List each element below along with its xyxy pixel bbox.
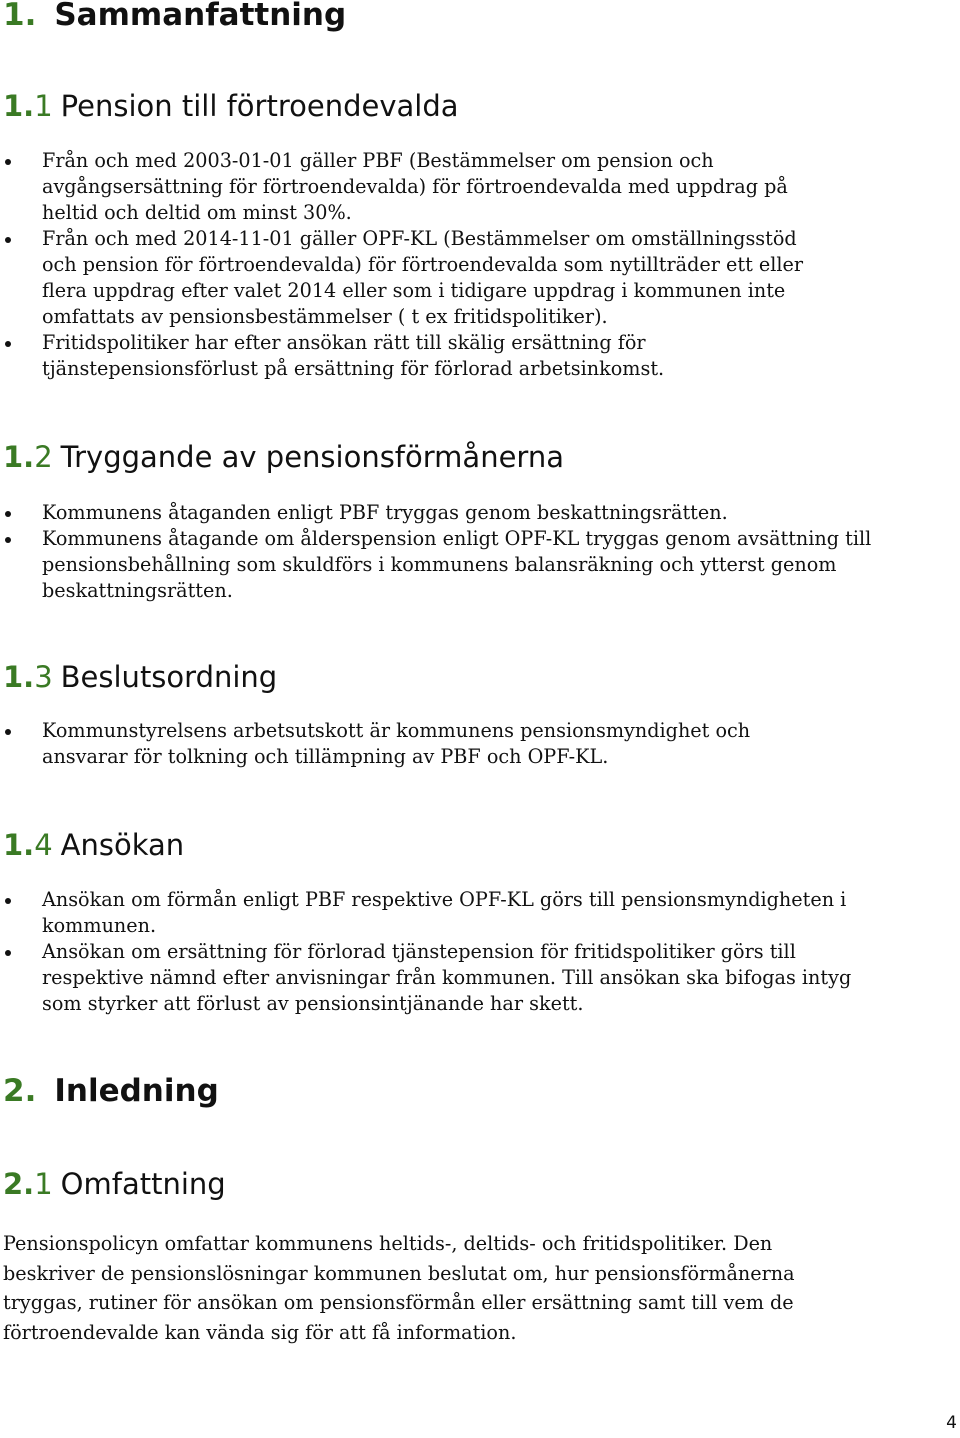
list-item: Fritidspolitiker har efter ansökan rätt till skälig ersättning för tjänstepensionsförlust på ersättning för förlorad arbetsinkomst. bbox=[0, 330, 830, 382]
list-item: Kommunens åtagande om ålderspension enligt OPF-KL tryggas genom avsättning till pensionsbehållning som skuldförs i kommunens balansräkning och ytterst genom beskattningsrätten. bbox=[0, 526, 880, 604]
bullet-list-1-3 bbox=[0, 718, 800, 770]
bullet-icon bbox=[5, 950, 11, 956]
subsection-title: Ansökan bbox=[60, 828, 185, 862]
section-number: 2. bbox=[3, 1073, 37, 1109]
subsection-heading-1-2: 1.2 Tryggande av pensionsförmånerna bbox=[3, 440, 564, 474]
subsection-heading-1-4: 1.4 Ansökan bbox=[3, 828, 185, 862]
section-heading-2 bbox=[3, 1073, 219, 1109]
section-title: Sammanfattning bbox=[54, 0, 347, 33]
bullet-icon bbox=[5, 341, 11, 347]
bullet-list-1-2 bbox=[0, 500, 880, 604]
subsection-title: Pension till förtroendevalda bbox=[60, 89, 459, 123]
subsection-heading-2-1: 2.1 Omfattning bbox=[3, 1167, 226, 1201]
list-item: Kommunens åtaganden enligt PBF tryggas genom beskattningsrätten. bbox=[0, 500, 880, 526]
subsection-title: Omfattning bbox=[60, 1167, 226, 1201]
list-item: Från och med 2003-01-01 gäller PBF (Bestämmelser om pension och avgångsersättning för förtroendevalda) för förtroendevalda med uppdrag på heltid och deltid om minst 30%. bbox=[0, 148, 830, 226]
section-title: Inledning bbox=[54, 1073, 219, 1109]
page-number: 4 bbox=[946, 1413, 957, 1433]
list-item: Ansökan om förmån enligt PBF respektive OPF-KL görs till pensionsmyndigheten i kommunen. bbox=[0, 887, 875, 939]
subsection-heading-1-1 bbox=[3, 88, 459, 124]
bullet-icon bbox=[5, 237, 11, 243]
list-item: Kommunstyrelsens arbetsutskott är kommunens pensionsmyndighet och ansvarar för tolkning och tillämpning av PBF och OPF-KL. bbox=[0, 718, 800, 770]
subsection-number-minor: 1 bbox=[34, 89, 53, 123]
subsection-heading-1-3: 1.3 Beslutsordning bbox=[3, 660, 278, 694]
subsection-number-major: 1. bbox=[3, 89, 35, 123]
bullet-icon bbox=[5, 511, 11, 517]
list-item: Från och med 2014-11-01 gäller OPF-KL (Bestämmelser om omställningsstöd och pension för förtroendevalda) för förtroendevalda som nytillträder ett eller flera uppdrag efter valet 2014 eller som i tidigare uppdrag i kommunen inte omfattats av pensionsbestämmelser ( t ex fritidspolitiker). bbox=[0, 226, 830, 330]
bullet-icon bbox=[5, 537, 11, 543]
bullet-list-1-1 bbox=[0, 148, 830, 382]
bullet-icon bbox=[5, 159, 11, 165]
bullet-icon bbox=[5, 898, 11, 904]
list-item: Ansökan om ersättning för förlorad tjänstepension för fritidspolitiker görs till respektive nämnd efter anvisningar från kommunen. Till ansökan ska bifogas intyg som styrker att förlust av pensionsintjänande har skett. bbox=[0, 939, 875, 1017]
subsection-title: Beslutsordning bbox=[60, 660, 278, 694]
body-paragraph: Pensionspolicyn omfattar kommunens heltids-, deltids- och fritidspolitiker. Den beskriver de pensionslösningar kommunen beslutat om, hur pensionsförmånerna tryggas, rutiner för ansökan om pensionsförmån eller ersättning samt till vem de förtroendevalde kan vända sig för att få information. bbox=[3, 1232, 795, 1344]
bullet-list-1-4 bbox=[0, 887, 875, 1017]
section-number: 1. bbox=[3, 0, 37, 33]
subsection-title: Tryggande av pensionsförmånerna bbox=[60, 440, 564, 474]
bullet-icon bbox=[5, 729, 11, 735]
section-heading-1 bbox=[3, 0, 346, 33]
